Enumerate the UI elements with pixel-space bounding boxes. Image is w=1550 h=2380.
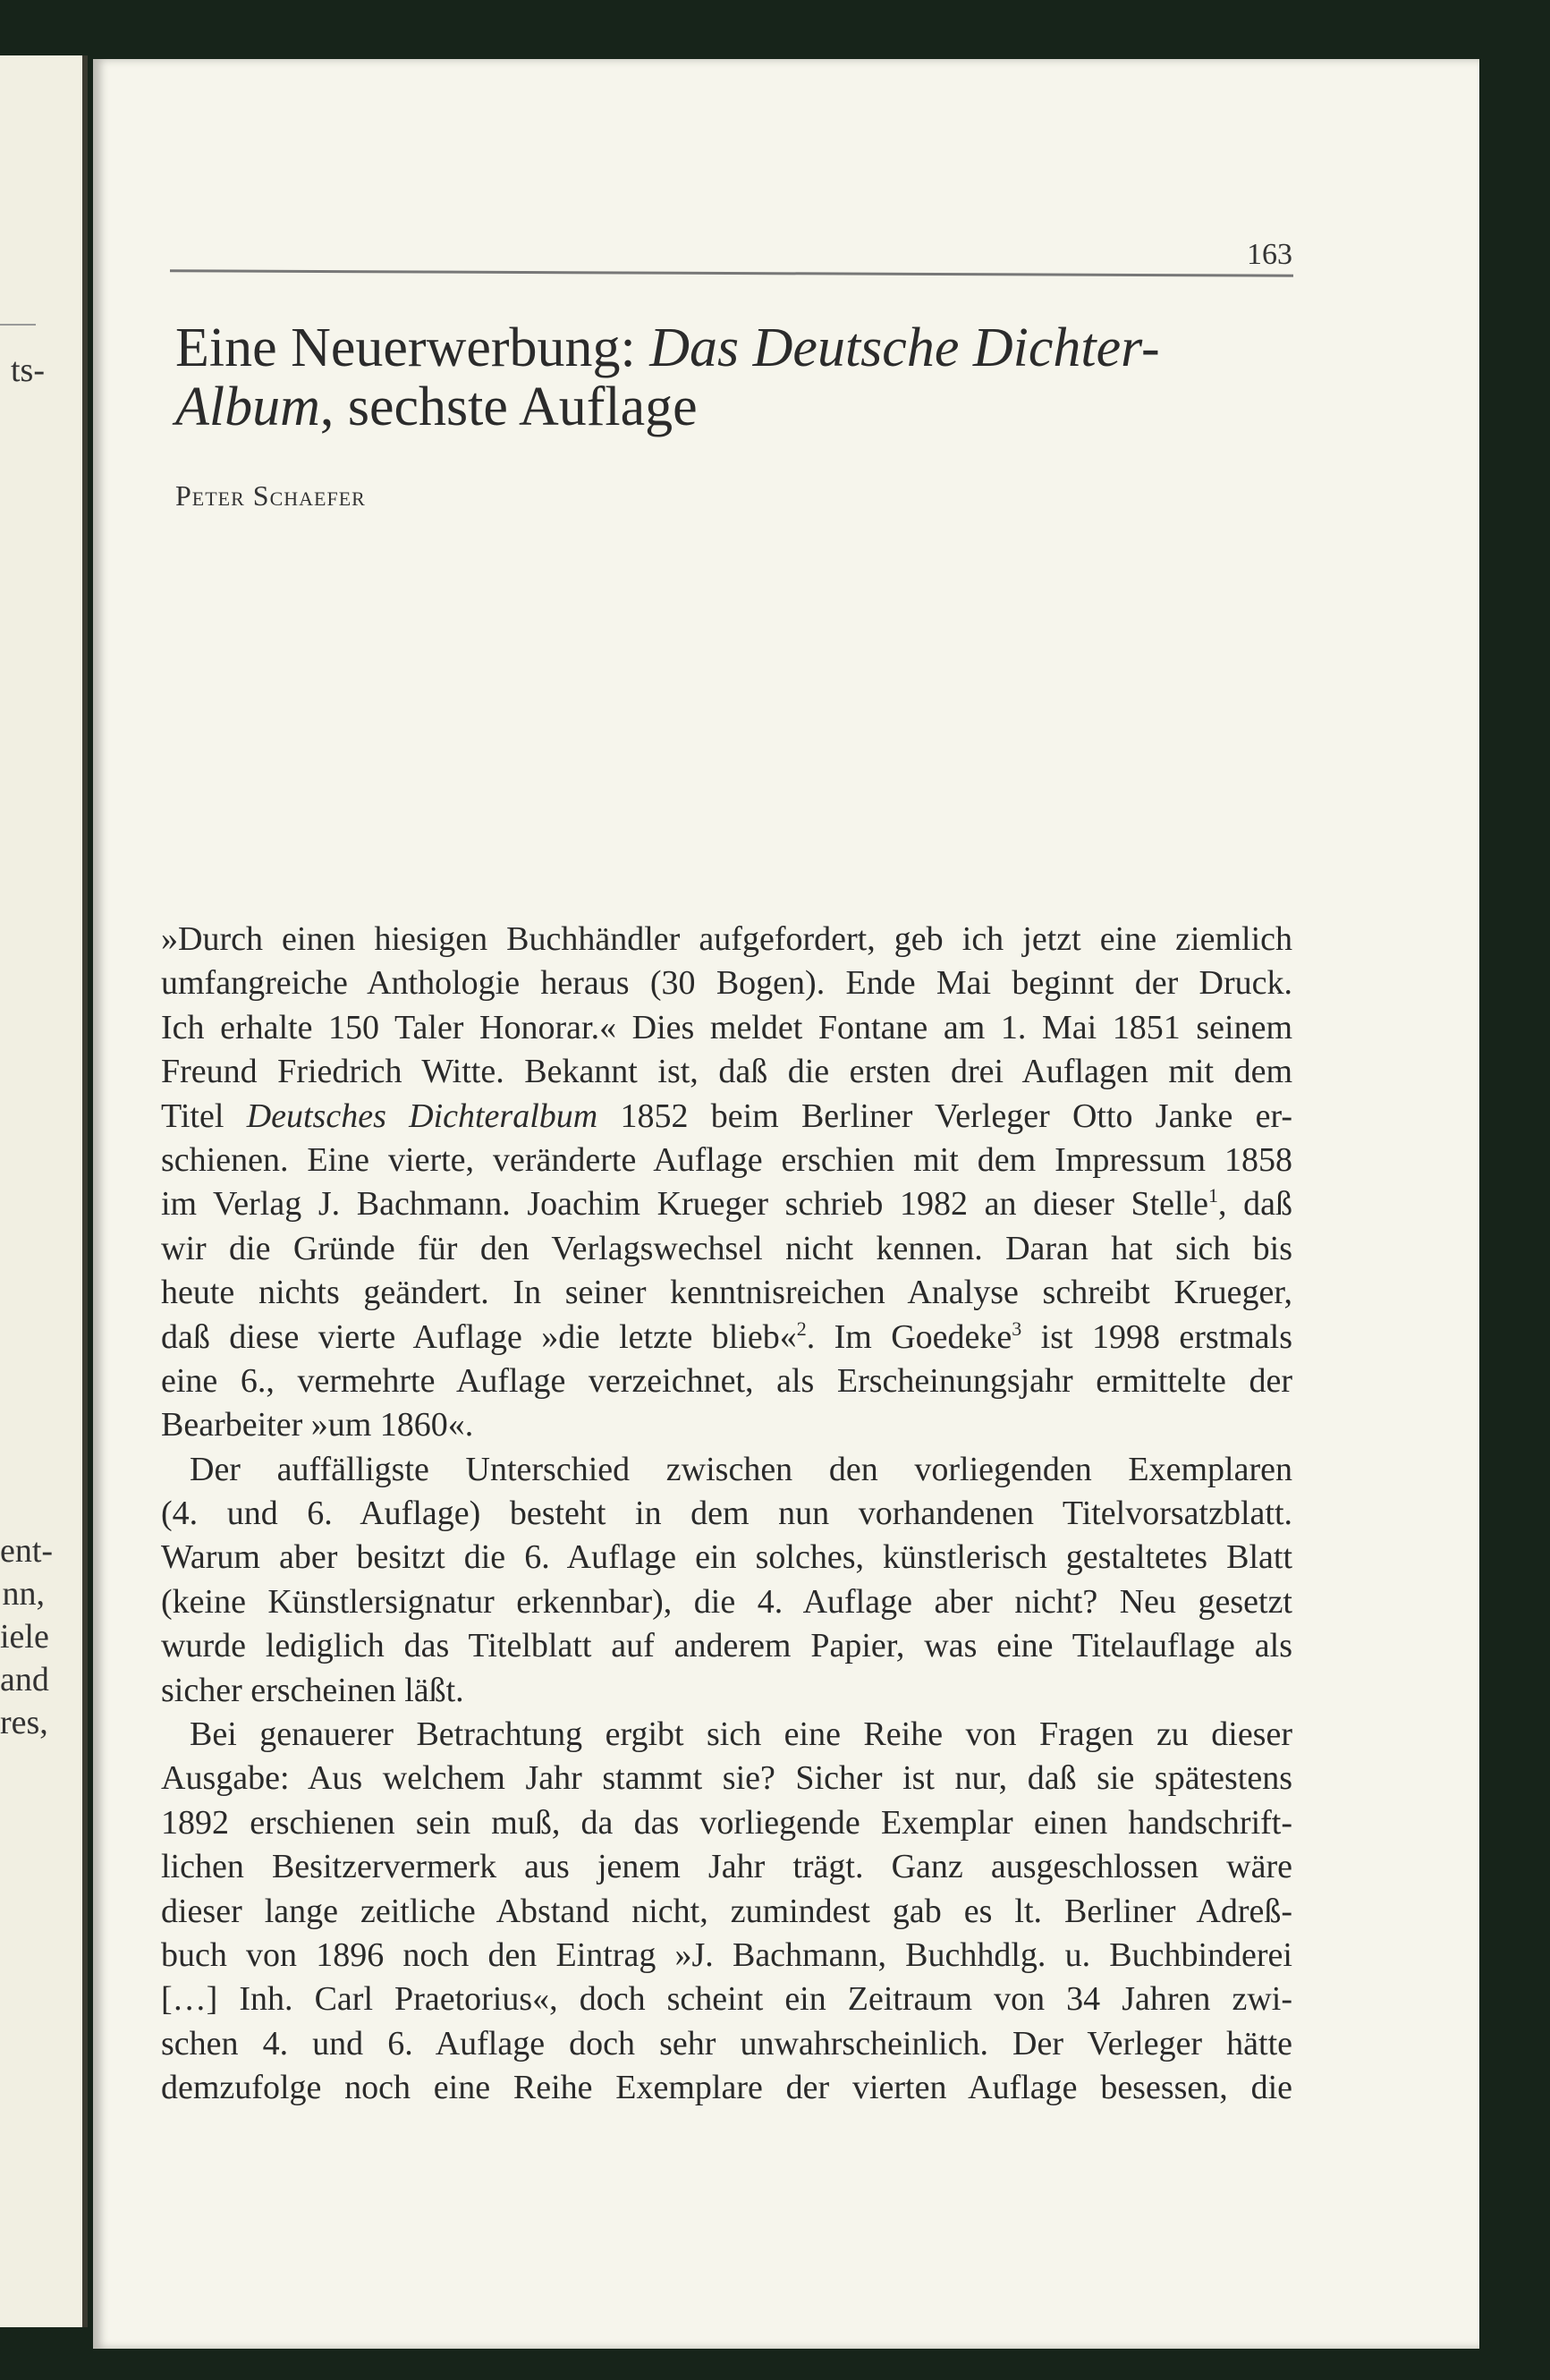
text-line [161,1492,1292,1536]
text-line [161,1978,1292,2021]
text-segment: wir die Gründe für den Verlagswechsel nicht kennen. Daran hat sich bis [161,1229,1292,1267]
text-segment: buch von 1896 noch den Eintrag »J. Bachmann, Buchhdlg. u. Buchbinderei [161,1935,1292,1974]
left-page-header-rule [0,324,36,326]
text-segment: Warum aber besitzt die 6. Auflage ein solches, künstlerisch gestaltetes Blatt [161,1538,1292,1577]
left-page-fragment: nn, [2,1575,45,1613]
left-page-fragment: ts- [11,351,45,389]
title-part: Eine Neuerwerbung: [175,318,650,378]
text-segment: eine 6., vermehrte Auflage verzeichnet, als Erscheinungsjahr ermittelte der [161,1361,1292,1400]
text-line [161,1271,1292,1315]
text-line [161,1182,1292,1226]
text-segment: demzufolge noch eine Reihe Exemplare der vierten Auflage besessen, die [161,2069,1292,2107]
author-name: Peter Schaefer [175,479,366,512]
text-segment: . Im Goedeke [806,1317,1012,1356]
title-part: , sechste Auflage [319,377,698,437]
text-segment: […] Inh. Carl Praetorius«, doch scheint ein Zeitraum von 34 Jahren zwi- [161,1980,1292,2019]
text-segment: lichen Besitzervermerk aus jenem Jahr trägt. Ganz ausgeschlossen wäre [161,1848,1292,1886]
italic-text: Deutsches Dichteralbum [246,1097,598,1135]
text-segment: schienen. Eine vierte, veränderte Auflage erschien mit dem Impressum 1858 [161,1140,1292,1179]
article-title [175,318,1338,436]
text-segment: heute nichts geändert. In seiner kenntnisreichen Analyse schreibt Krueger, [161,1274,1292,1312]
text-segment: Bearbeiter »um 1860«. [161,1406,474,1444]
text-line [161,1713,1292,1757]
text-line [161,1403,1292,1447]
text-line [161,1757,1292,1800]
text-segment: Titel [161,1097,247,1135]
left-page-fragment: and [0,1661,49,1698]
text-line [161,1316,1292,1359]
text-segment: Ich erhalte 150 Taler Honorar.« Dies meldet Fontane am 1. Mai 1851 seinem [161,1008,1292,1046]
left-page-fragment: iele [0,1618,49,1656]
footnote-ref: 3 [1012,1317,1022,1340]
text-line [161,1536,1292,1580]
text-line [161,2022,1292,2066]
text-segment: umfangreiche Anthologie heraus (30 Bogen). Ende Mai beginnt der Druck. [161,964,1292,1003]
text-segment: 1892 erschienen sein muß, da das vorliegende Exemplar einen handschrift- [161,1803,1292,1842]
text-segment: (keine Künstlersignatur erkennbar), die 4. Auflage aber nicht? Neu gesetzt [161,1582,1292,1621]
text-segment: Ausgabe: Aus welchem Jahr stammt sie? Sicher ist nur, daß sie spätestens [161,1759,1292,1798]
text-segment: , daß [1218,1185,1292,1224]
text-line [161,1139,1292,1182]
book-page [93,59,1479,2349]
text-segment: im Verlag J. Bachmann. Joachim Krueger schrieb 1982 an dieser Stelle [161,1185,1209,1224]
body-text [161,918,1292,2111]
text-line [161,1006,1292,1050]
text-segment: Bei genauerer Betrachtung ergibt sich eine Reihe von Fragen zu dieser [190,1715,1292,1754]
footnote-ref: 2 [796,1317,807,1340]
left-page-fragment: ent- [0,1532,54,1570]
text-line [161,1890,1292,1934]
text-line [161,1669,1292,1713]
text-segment: sicher erscheinen läßt. [161,1671,464,1709]
title-italic: Das Deutsche Dichter- [649,318,1160,378]
footnote-ref: 1 [1208,1184,1219,1207]
text-segment: wurde lediglich das Titelblatt auf anderem Papier, was eine Titelauflage als [161,1627,1292,1665]
text-segment: daß diese vierte Auflage »die letzte blieb« [161,1317,797,1356]
text-segment: schen 4. und 6. Auflage doch sehr unwahrscheinlich. Der Verleger hätte [161,2024,1292,2062]
page-number: 163 [1247,238,1292,271]
text-line [161,1359,1292,1403]
left-page-fragment: res, [0,1704,48,1741]
text-line [161,961,1292,1005]
facing-left-page [0,55,88,2327]
text-line [161,1580,1292,1624]
text-segment: ist 1998 erstmals [1021,1317,1292,1356]
title-italic: Album [175,377,320,437]
text-segment: »Durch einen hiesigen Buchhändler aufgefordert, geb ich jetzt eine ziemlich [161,920,1292,958]
text-line [161,918,1292,961]
text-line [161,1448,1292,1492]
text-line [161,1801,1292,1845]
text-line [161,1934,1292,1978]
text-segment: (4. und 6. Auflage) besteht in dem nun vorhandenen Titelvorsatzblatt. [161,1495,1292,1533]
text-line [161,1624,1292,1668]
text-line [161,1050,1292,1094]
text-line [161,1227,1292,1271]
text-segment: Der auffälligste Unterschied zwischen den vorliegenden Exemplaren [190,1450,1292,1488]
text-segment: dieser lange zeitliche Abstand nicht, zumindest gab es lt. Berliner Adreß- [161,1892,1292,1930]
header-rule [170,269,1293,276]
text-line [161,2066,1292,2110]
text-line [161,1095,1292,1139]
text-line [161,1845,1292,1889]
text-segment: Freund Friedrich Witte. Bekannt ist, daß die ersten drei Auflagen mit dem [161,1053,1292,1091]
text-segment: 1852 beim Berliner Verleger Otto Janke er- [597,1097,1292,1135]
